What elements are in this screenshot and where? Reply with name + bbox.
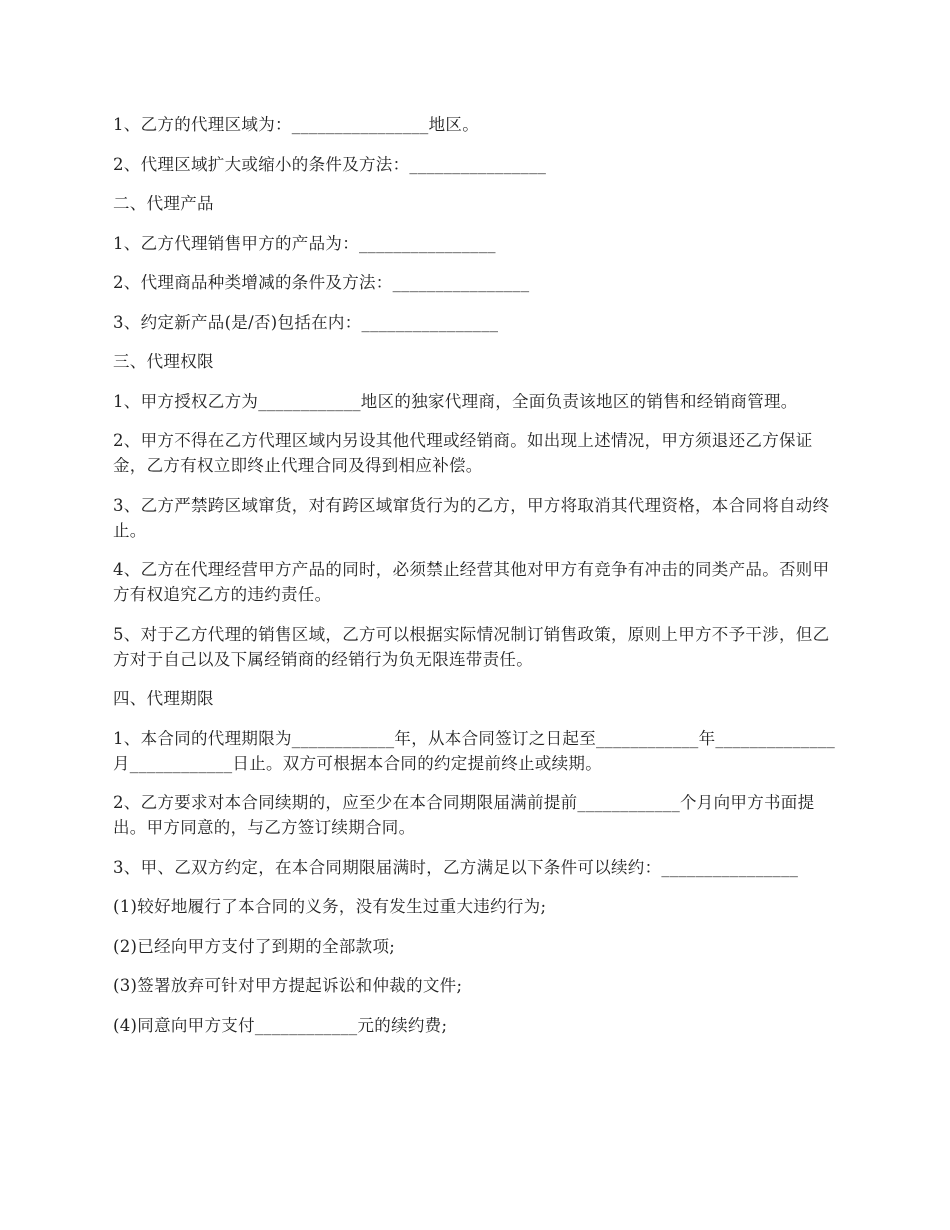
clause-renewal-conditions: 3、甲、乙双方约定，在本合同期限届满时，乙方满足以下条件可以续约：________________ bbox=[113, 857, 799, 877]
clause-new-products: 3、约定新产品(是/否)包括在内：________________ bbox=[113, 312, 499, 332]
clause-no-cross-region: 3、乙方严禁跨区域窜货，对有跨区域窜货行为的乙方，甲方将取消其代理资格，本合同将自动终止。 bbox=[113, 495, 830, 540]
condition-item-2: (2)已经向甲方支付了到期的全部款项; bbox=[113, 936, 396, 956]
clause-term-period: 1、本合同的代理期限为____________年，从本合同签订之日起至____________年______________月____________日止。双方可根据本合同的约定提前终止或续期。 bbox=[113, 728, 836, 773]
condition-item-1: (1)较好地履行了本合同的义务，没有发生过重大违约行为; bbox=[113, 897, 547, 916]
section-heading-term: 四、代理期限 bbox=[113, 689, 214, 708]
clause-exclusive-agent: 1、甲方授权乙方为____________地区的独家代理商，全面负责该地区的销售和经销商管理。 bbox=[113, 391, 798, 411]
clause-product-change: 2、代理商品种类增减的条件及方法：________________ bbox=[113, 273, 530, 292]
clause-renewal-request: 2、乙方要求对本合同续期的，应至少在本合同期限届满前提前____________个月向甲方书面提出。甲方同意的，与乙方签订续期合同。 bbox=[113, 793, 815, 837]
condition-item-4: (4)同意向甲方支付____________元的续约费; bbox=[113, 1015, 448, 1035]
section-heading-authority: 三、代理权限 bbox=[113, 352, 214, 371]
section-heading-products: 二、代理产品 bbox=[113, 194, 214, 213]
condition-item-3: (3)签署放弃可针对甲方提起诉讼和仲裁的文件; bbox=[113, 976, 463, 995]
clause-no-other-agents: 2、甲方不得在乙方代理区域内另设其他代理或经销商。如出现上述情况，甲方须退还乙方保证金，乙方有权立即终止代理合同及得到相应补偿。 bbox=[113, 431, 813, 475]
clause-region-scope: 1、乙方的代理区域为：________________地区。 bbox=[113, 115, 479, 134]
clause-region-change: 2、代理区域扩大或缩小的条件及方法：________________ bbox=[113, 154, 547, 174]
clause-sales-policy: 5、对于乙方代理的销售区域，乙方可以根据实际情况制订销售政策，原则上甲方不予干涉，但乙方对于自己以及下属经销商的经销行为负无限连带责任。 bbox=[113, 624, 830, 669]
clause-products: 1、乙方代理销售甲方的产品为：________________ bbox=[113, 233, 496, 253]
clause-no-competing-products: 4、乙方在代理经营甲方产品的同时，必须禁止经营其他对甲方有竞争有冲击的同类产品。否则甲方有权追究乙方的违约责任。 bbox=[113, 560, 830, 604]
document-body bbox=[113, 112, 839, 1052]
